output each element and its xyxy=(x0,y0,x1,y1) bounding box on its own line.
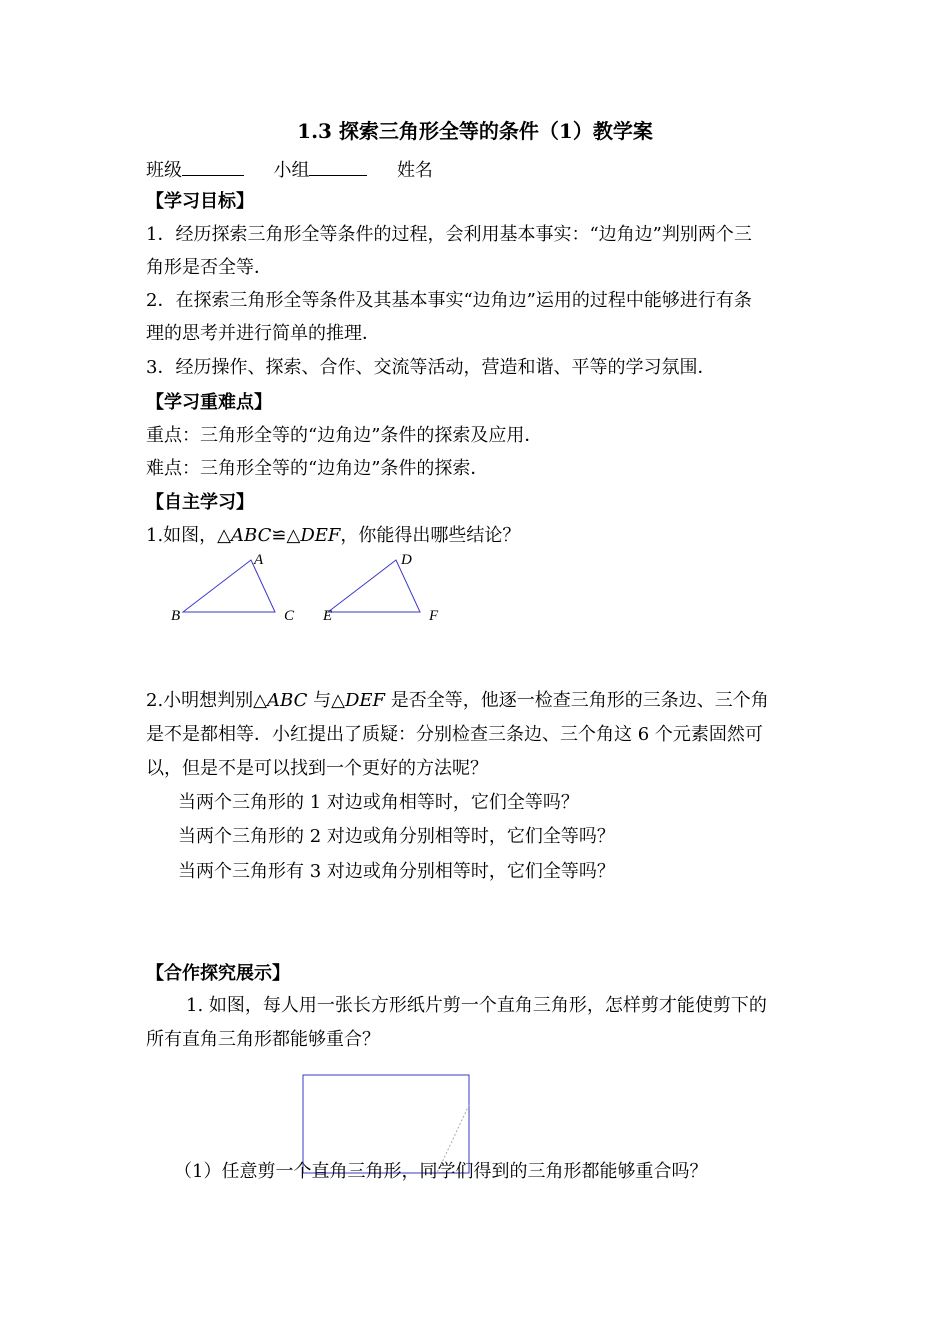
q2-text-b: 与△ xyxy=(307,690,345,711)
label-b: B xyxy=(171,608,181,624)
label-d: D xyxy=(401,552,412,568)
objective-2-line-2: 理的思考并进行简单的推理． xyxy=(146,323,380,344)
class-label: 班级 xyxy=(146,160,182,181)
q1-congruent: ≌△ xyxy=(271,525,301,546)
q1-suffix: ，你能得出哪些结论？ xyxy=(340,525,521,546)
label-c: C xyxy=(284,608,295,624)
q2-triangle-def: DEF xyxy=(344,690,386,711)
q2-sub-question-1: 当两个三角形的 1 对边或角相等时，它们全等吗？ xyxy=(178,792,579,813)
cooperation-question-1-line-2: 所有直角三角形都能够重合？ xyxy=(146,1029,380,1050)
self-study-question-2-line-2: 是不是都相等．小红提出了质疑：分别检查三条边、三个角这 6 个元素固然可 xyxy=(146,724,763,745)
label-a: A xyxy=(254,552,264,568)
focus-point: 重点：三角形全等的“边角边”条件的探索及应用． xyxy=(146,425,543,446)
self-study-question-2-line-3: 以，但是不是可以找到一个更好的方法呢？ xyxy=(146,758,488,779)
group-label: 小组 xyxy=(273,160,310,181)
cooperation-question-1-line-1: 1. 如图，每人用一张长方形纸片剪一个直角三角形，怎样剪才能使剪下的 xyxy=(186,995,767,1016)
difficulty-point: 难点：三角形全等的“边角边”条件的探索． xyxy=(146,458,489,479)
key-points-heading: 【学习重难点】 xyxy=(146,392,272,413)
q1-triangle-abc: ABC xyxy=(231,525,272,546)
self-study-heading: 【自主学习】 xyxy=(146,492,254,513)
q1-prefix: 1.如图，△ xyxy=(146,525,232,546)
label-f: F xyxy=(429,608,439,624)
q2-triangle-abc: ABC xyxy=(267,690,308,711)
objective-1-line-2: 角形是否全等． xyxy=(146,257,272,278)
q2-sub-question-3: 当两个三角形有 3 对边或角分别相等时，它们全等吗？ xyxy=(178,861,615,882)
cooperation-sub-question-1: （1）任意剪一个直角三角形，同学们得到的三角形都能够重合吗？ xyxy=(174,1161,708,1182)
q2-text-a: 2.小明想判别△ xyxy=(146,690,268,711)
q1-triangle-def: DEF xyxy=(300,525,341,546)
objectives-heading: 【学习目标】 xyxy=(146,191,254,212)
objective-2-line-1: 2．在探索三角形全等条件及其基本事实“边角边”运用的过程中能够进行有条 xyxy=(146,290,752,311)
q2-text-c: 是否全等，他逐一检查三角形的三条边、三个角 xyxy=(385,690,769,711)
cooperation-heading: 【合作探究展示】 xyxy=(146,963,290,984)
paper-rectangle xyxy=(303,1075,469,1173)
q2-sub-question-2: 当两个三角形的 2 对边或角分别相等时，它们全等吗？ xyxy=(178,826,615,847)
label-e: E xyxy=(323,608,333,624)
page-title: 1.3 探索三角形全等的条件（1）教学案 xyxy=(297,119,653,143)
name-label: 姓名 xyxy=(396,160,433,181)
objective-1-line-1: 1．经历探索三角形全等条件的过程，会利用基本事实：“边角边”判别两个三 xyxy=(146,224,752,245)
objective-3: 3．经历操作、探索、合作、交流等活动，营造和谐、平等的学习氛围． xyxy=(146,357,716,378)
